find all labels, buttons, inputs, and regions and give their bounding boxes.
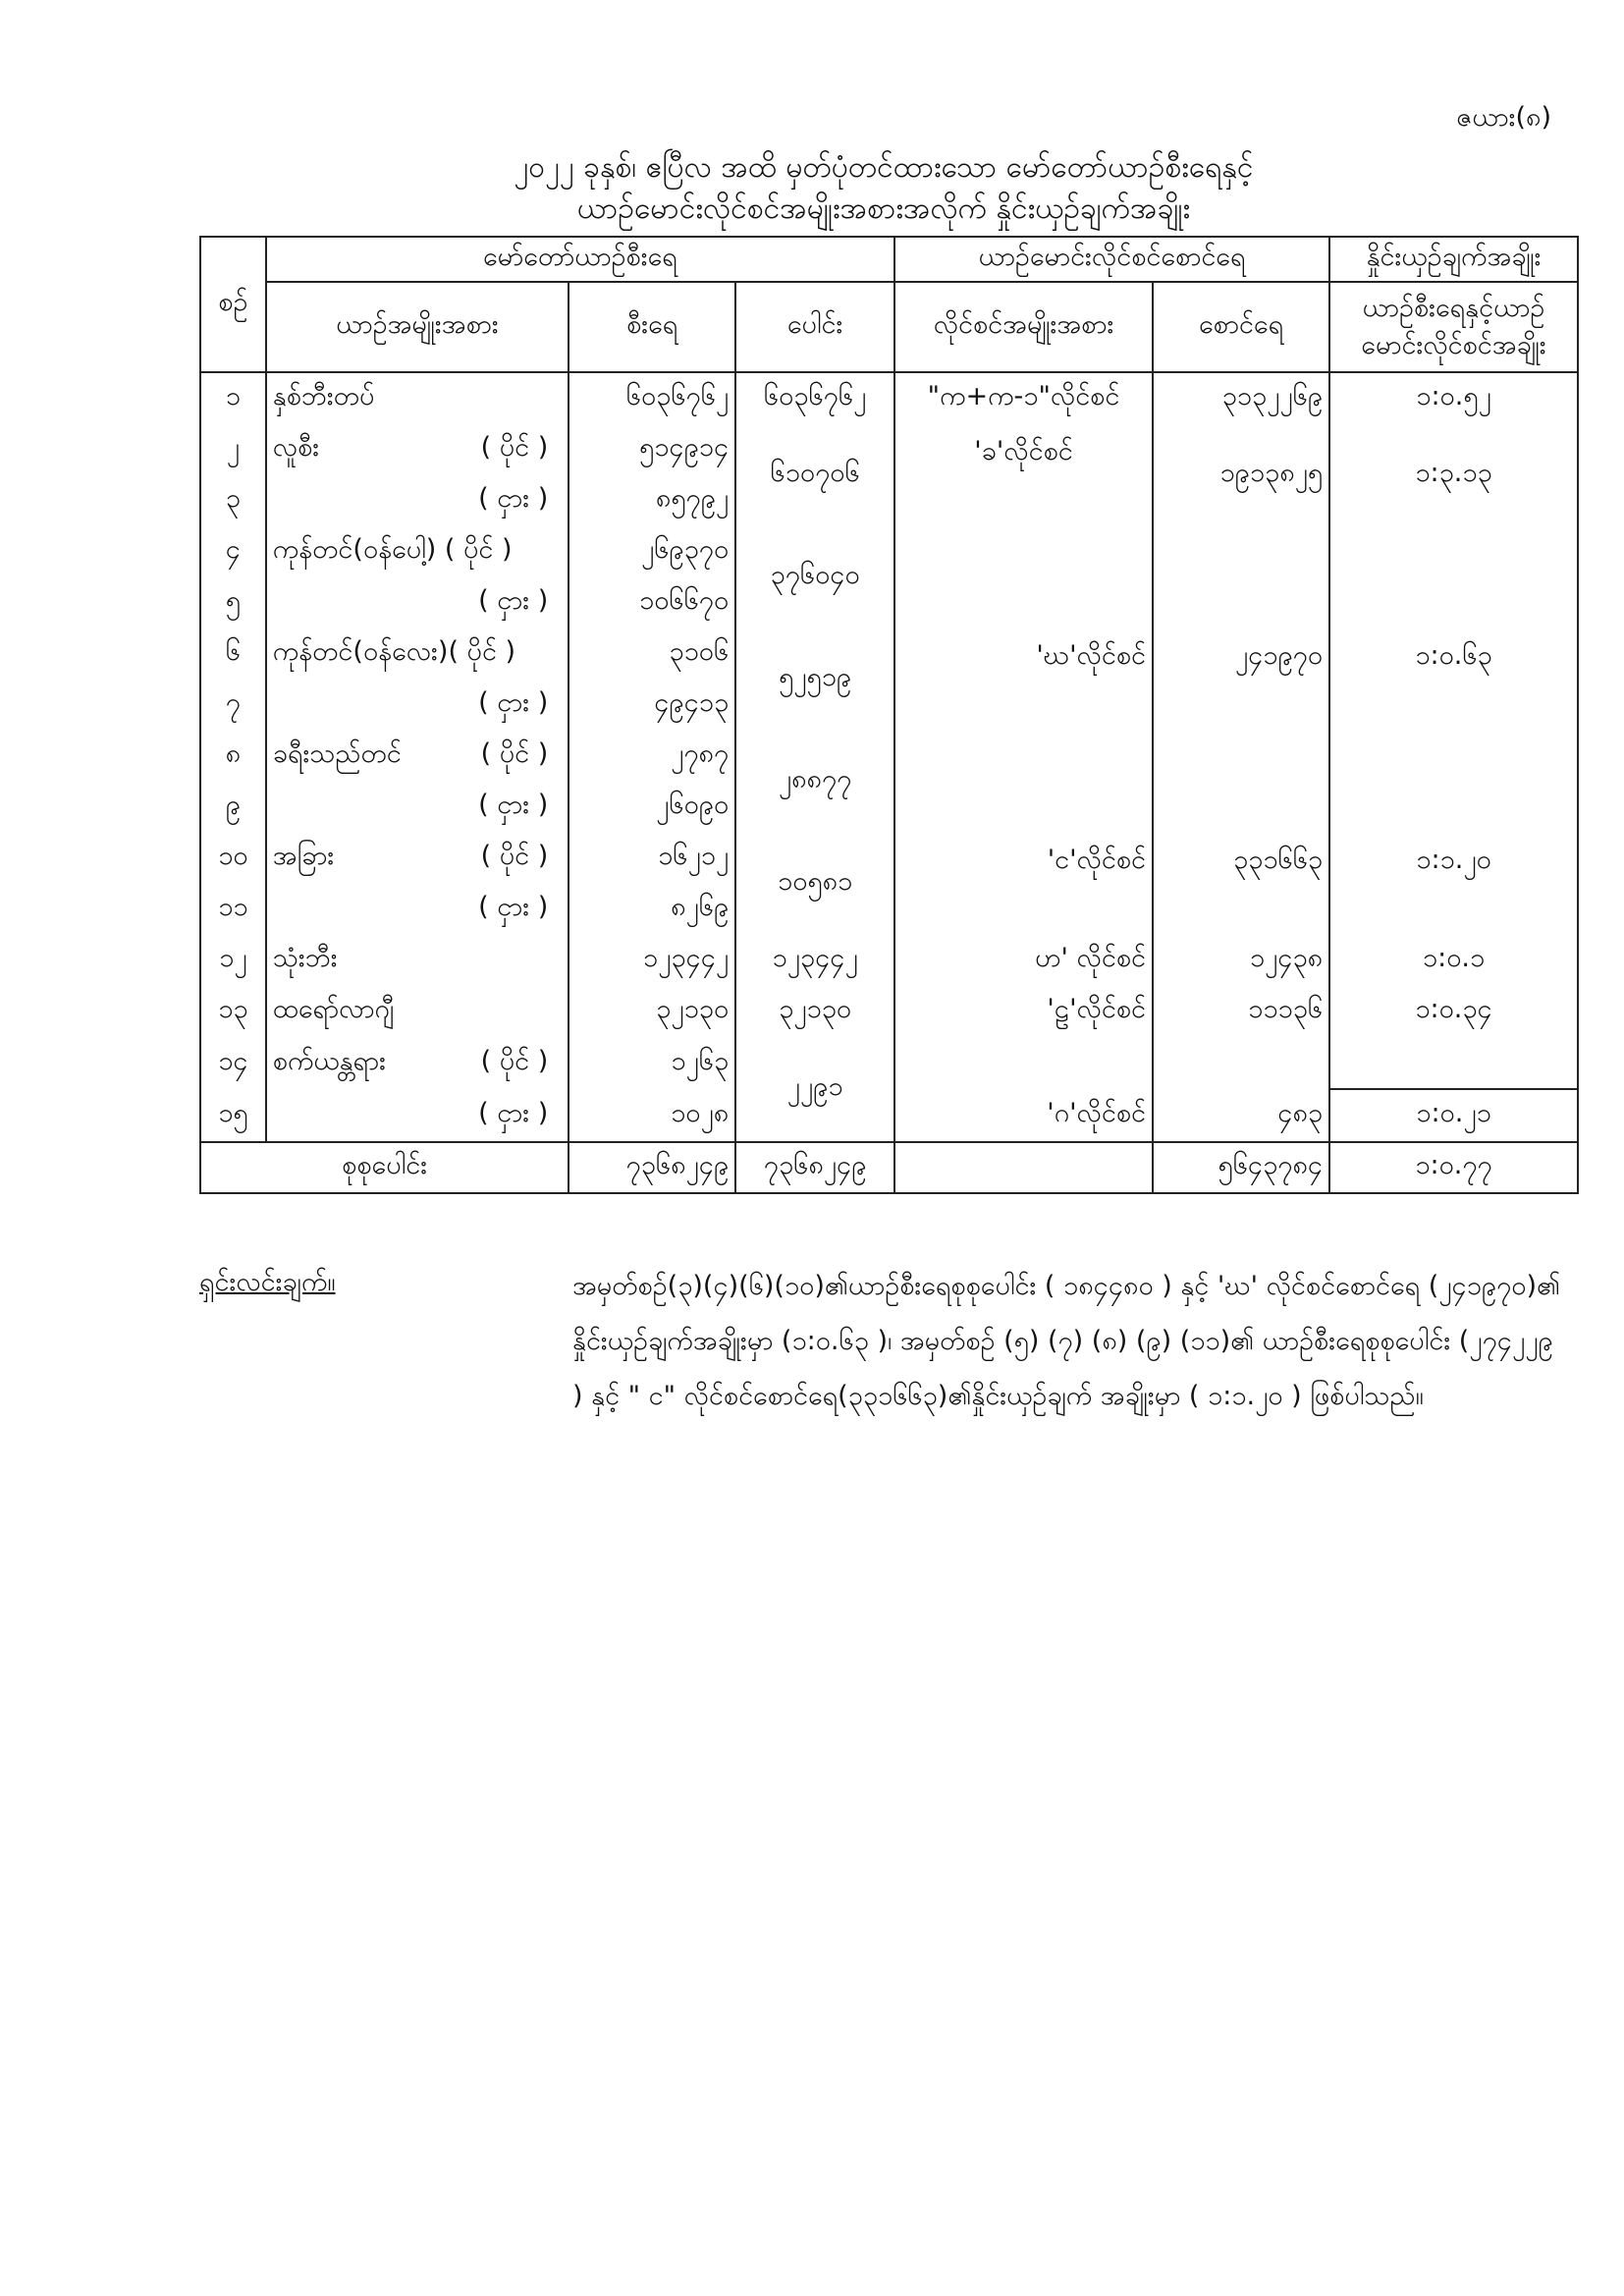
header-licence-group: ယာဉ်မောင်းလိုင်စင်စောင်ရေ: [894, 237, 1329, 282]
cell-licence: 'ဠ'လိုင်စင်: [894, 986, 1153, 1037]
cell-count: ၈၅၇၉၂: [568, 475, 735, 526]
type-sub: ( ငှား ): [478, 790, 549, 820]
table-row: [200, 1037, 1578, 1089]
table-row: [200, 629, 1578, 680]
cell-licence: 'ခ'လိုင်စင်: [894, 424, 1153, 526]
table-row: [200, 986, 1578, 1037]
cell-type: ကုန်တင်(ဝန်ပေါ့) ( ပိုင် ): [266, 526, 569, 577]
type-sub: ( ပိုင် ): [480, 738, 549, 769]
cell-sum: ၅၂၅၁၉: [735, 629, 894, 731]
explanation-label: ရှင်းလင်းချက်။: [199, 1267, 336, 1297]
cell-ratio: ၁:၀.၂၁: [1329, 1089, 1578, 1142]
cell-no: ၁၄: [200, 1037, 266, 1089]
cell-licence: [894, 526, 1153, 629]
cell-licence: 'င'လိုင်စင်: [894, 833, 1153, 935]
cell-copies: [1153, 1037, 1329, 1089]
cell-no: ၃: [200, 475, 266, 526]
cell-count: ၁၂၃၄၄၂: [568, 935, 735, 986]
header-copies: စောင်ရေ: [1153, 282, 1329, 372]
cell-no: ၁၅: [200, 1089, 266, 1142]
cell-no: ၈: [200, 731, 266, 782]
type-sub: ( ငှား ): [478, 483, 549, 514]
cell-type: [266, 577, 569, 629]
header-vehicles-group: မော်တော်ယာဉ်စီးရေ: [266, 237, 894, 282]
cell-sum: ၆၁၀၇၀၆: [735, 424, 894, 526]
cell-count: ၆၀၃၆၇၆၂: [568, 372, 735, 424]
cell-no: ၆: [200, 629, 266, 680]
table-row: [200, 424, 1578, 475]
cell-ratio: ၁:၁.၂၀: [1329, 833, 1578, 935]
total-row: [200, 1142, 1578, 1193]
cell-type: [266, 884, 569, 935]
cell-type: [266, 833, 569, 884]
type-sub: ( ပိုင် ): [480, 841, 549, 871]
total-sum: ၇၃၆၈၂၄၉: [735, 1142, 894, 1193]
cell-no: ၁၂: [200, 935, 266, 986]
cell-licence: 'ဃ'လိုင်စင်: [894, 629, 1153, 833]
total-label: စုစုပေါင်း: [200, 1142, 568, 1193]
cell-ratio: ၁:၀.၅၂: [1329, 372, 1578, 424]
cell-count: ၅၁၄၉၁၄: [568, 424, 735, 475]
type-sub: ( ပိုင် ): [480, 432, 549, 463]
cell-copies: ၃၃၁၆၆၃: [1153, 833, 1329, 935]
cell-ratio: ၁:၀.၆၃: [1329, 629, 1578, 833]
document-title-line-1: ၂၀၂၂ ခုနှစ်၊ ဧပြီလ အထိ မှတ်ပုံတင်ထားသော မော်တော်ယာဉ်စီးရေနှင့်: [514, 150, 1254, 185]
cell-ratio: ၁:၃.၁၃: [1329, 424, 1578, 526]
cell-type: [266, 424, 569, 475]
cell-no: ၄: [200, 526, 266, 577]
explanation-text: အမှတ်စဉ်(၃)(၄)(၆)(၁၀)၏ယာဉ်စီးရေစုစုပေါင်း ( ၁၈၄၄၈၀ ) နှင့် 'ဃ' လိုင်စင်စောင်ရေ (၂၄၁၉၇၀)၏ နှိုင်းယှဉ်ချက်အချိုးမှာ (၁:၀.၆၃ )၊ အမှတ်စဉ် (၅) (၇) (၈) (၉) (၁၁)၏ ယာဉ်စီးရေစုစုပေါင်း (၂၇၄၂၂၉ ) နှင့် " င" လိုင်စင်စောင်ရေ(၃၃၁၆၆၃)၏နှိုင်းယှဉ်ချက် အချိုးမှာ ( ၁:၁.၂၀ ) ဖြစ်ပါသည်။: [572, 1271, 1561, 1411]
cell-ratio: [1329, 526, 1578, 629]
page-reference: ဇယား(၈): [1456, 102, 1551, 133]
cell-sum: ၂၈၈၇၇: [735, 731, 894, 833]
cell-copies: ၁၁၁၃၆: [1153, 986, 1329, 1037]
table-row: [200, 935, 1578, 986]
cell-count: ၁၆၂၁၂: [568, 833, 735, 884]
cell-no: ၁၀: [200, 833, 266, 884]
cell-ratio: [1329, 1037, 1578, 1089]
cell-no: ၁၁: [200, 884, 266, 935]
cell-count: ၁၀၆၆၇၀: [568, 577, 735, 629]
cell-ratio: ၁:၀.၃၄: [1329, 986, 1578, 1037]
header-sum: ပေါင်း: [735, 282, 894, 372]
type-sub: ( ငှား ): [478, 585, 549, 616]
cell-type: [266, 475, 569, 526]
cell-sum: ၁၀၅၈၁: [735, 833, 894, 935]
cell-count: ၈၂၆၉: [568, 884, 735, 935]
header-count: စီးရေ: [568, 282, 735, 372]
header-ratio: [1329, 282, 1578, 372]
cell-no: ၁: [200, 372, 266, 424]
cell-sum: ၁၂၃၄၄၂: [735, 935, 894, 986]
cell-licence: ဟ' လိုင်စင်: [894, 935, 1153, 986]
header-ratio-line-1: ယာဉ်စီးရေနှင့်ယာဉ်: [1362, 293, 1545, 323]
cell-type: [266, 680, 569, 731]
type-name: လူစီး: [272, 432, 320, 463]
type-name: ခရီးသည်တင်: [272, 738, 402, 769]
cell-ratio: ၁:၀.၁: [1329, 935, 1578, 986]
type-sub: ( ငှား ): [478, 687, 549, 718]
type-sub: ( ပိုင် ): [480, 1045, 549, 1076]
cell-no: ၉: [200, 782, 266, 833]
cell-count: ၁၀၂၈: [568, 1089, 735, 1142]
table-row: [200, 526, 1578, 577]
cell-copies: ၄၈၃: [1153, 1089, 1329, 1142]
cell-copies: [1153, 526, 1329, 629]
cell-type: [266, 1037, 569, 1089]
table-row: [200, 372, 1578, 424]
total-ratio: ၁:၀.၇၇: [1329, 1142, 1578, 1193]
cell-type: သုံးဘီး: [266, 935, 569, 986]
total-count: ၇၃၆၈၂၄၉: [568, 1142, 735, 1193]
type-sub: ( ငှား ): [478, 892, 549, 922]
header-vehicle-type: ယာဉ်အမျိုးအစား: [266, 282, 569, 372]
cell-count: ၃၂၁၃၀: [568, 986, 735, 1037]
cell-sum: ၃၇၆၀၄၀: [735, 526, 894, 629]
cell-sum: ၃၂၁၃၀: [735, 986, 894, 1037]
table-row: [200, 833, 1578, 884]
cell-copies: ၃၁၃၂၂၆၉: [1153, 372, 1329, 424]
cell-no: ၅: [200, 577, 266, 629]
cell-count: ၄၉၄၁၃: [568, 680, 735, 731]
cell-count: ၃၁၀၆: [568, 629, 735, 680]
cell-licence: [894, 1037, 1153, 1089]
cell-type: နှစ်ဘီးတပ်: [266, 372, 569, 424]
cell-type: ထရော်လာဂျီ: [266, 986, 569, 1037]
cell-no: ၁၃: [200, 986, 266, 1037]
cell-count: ၁၂၆၃: [568, 1037, 735, 1089]
cell-count: ၂၆၉၃၇၀: [568, 526, 735, 577]
cell-licence: "က+က-၁"လိုင်စင်: [894, 372, 1153, 424]
type-sub: ( ငှား ): [478, 1097, 549, 1128]
cell-no: ၂: [200, 424, 266, 475]
header-serial: စဉ်: [200, 237, 266, 372]
type-name: စက်ယန္တရား: [272, 1045, 386, 1076]
cell-sum: ၂၂၉၁: [735, 1037, 894, 1142]
cell-type: [266, 782, 569, 833]
document-title-line-2: ယာဉ်မောင်းလိုင်စင်အမျိုးအစားအလိုက် နှိုင်းယှဉ်ချက်အချိုး: [576, 191, 1191, 226]
vehicle-licence-table: [199, 236, 1579, 1194]
cell-licence: 'ဂ'လိုင်စင်: [894, 1089, 1153, 1142]
cell-type: [266, 1089, 569, 1142]
header-ratio-group: နှိုင်းယှဉ်ချက်အချိုး: [1329, 237, 1578, 282]
cell-type: [266, 731, 569, 782]
header-licence-type: လိုင်စင်အမျိုးအစား: [894, 282, 1153, 372]
cell-no: ၇: [200, 680, 266, 731]
total-copies: ၅၆၄၃၇၈၄: [1153, 1142, 1329, 1193]
cell-sum: ၆၀၃၆၇၆၂: [735, 372, 894, 424]
header-ratio-line-2: မောင်းလိုင်စင်အချိုး: [1361, 330, 1546, 360]
cell-copies: ၁၉၁၃၈၂၅: [1153, 424, 1329, 526]
cell-type: ကုန်တင်(ဝန်လေး)( ပိုင် ): [266, 629, 569, 680]
cell-copies: ၁၂၄၃၈: [1153, 935, 1329, 986]
total-licence: [894, 1142, 1153, 1193]
cell-count: ၂၇၈၇: [568, 731, 735, 782]
cell-copies: ၂၄၁၉၇၀: [1153, 629, 1329, 833]
cell-count: ၂၆၀၉၀: [568, 782, 735, 833]
type-name: အခြား: [272, 841, 335, 871]
